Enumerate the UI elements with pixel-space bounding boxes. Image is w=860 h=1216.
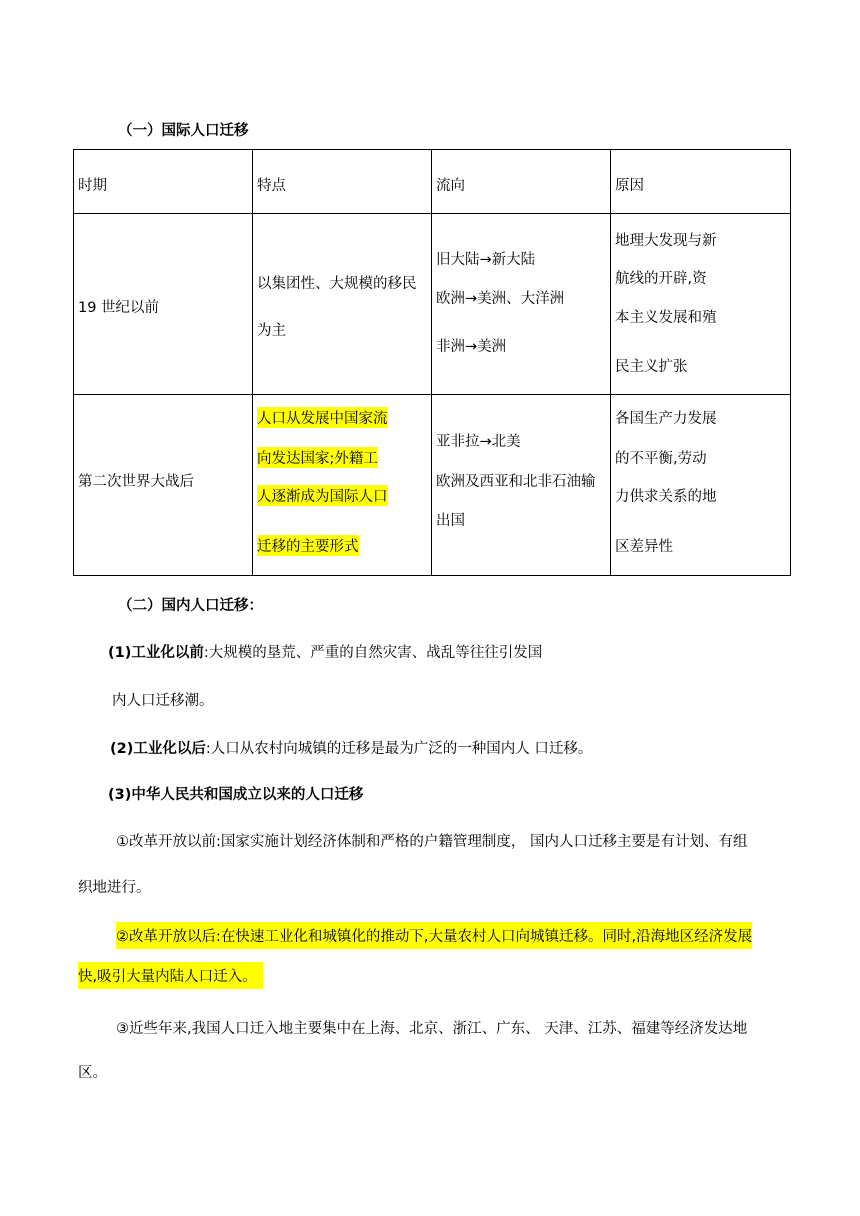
cell-reason	[611, 395, 791, 576]
cell-feature	[253, 214, 432, 395]
item-2-line: ②改革开放以后:在快速工业化和城镇化的推动下,大量农村人口向城镇迁移。同时,沿海地区经济发展	[116, 922, 752, 949]
item-3-line: ③近些年来,我国人口迁入地主要集中在上海、北京、浙江、广东、 天津、江苏、福建等经济发达地	[116, 1021, 748, 1037]
header-reason: 原因	[615, 178, 644, 194]
cell-feature	[253, 395, 432, 576]
paragraph-text: :大规模的垦荒、严重的自然灾害、战乱等往往引发国	[203, 645, 543, 661]
header-period: 时期	[78, 178, 107, 194]
feature-line: 人口从发展中国家流	[257, 407, 388, 428]
item-2-line: 快,吸引大量内陆人口迁入。	[78, 962, 263, 989]
feature-line: 以集团性、大规模的移民	[257, 276, 417, 292]
flow-line: 亚非拉→北美	[436, 434, 521, 450]
header-cell	[74, 150, 253, 214]
cell-period	[74, 395, 253, 576]
header-cell	[611, 150, 791, 214]
table-row	[74, 395, 791, 576]
reason-line: 地理大发现与新	[615, 233, 717, 249]
period-text: 19 世纪以前	[78, 300, 160, 316]
paragraph-label: (2)工业化以后	[110, 741, 206, 757]
header-flow: 流向	[436, 178, 465, 194]
subsection-title: (3)中华人民共和国成立以来的人口迁移	[108, 787, 364, 803]
cell-period	[74, 214, 253, 395]
cell-flow	[432, 214, 611, 395]
flow-line: 旧大陆→新大陆	[436, 252, 536, 268]
flow-line: 欧洲→美洲、大洋洲	[436, 291, 565, 307]
paragraph-text: :人口从农村向城镇的迁移是最为广泛的一种国内人 口迁移。	[205, 741, 593, 757]
item-1-line: 织地进行。	[78, 880, 151, 896]
item-1-line: ①改革开放以前:国家实施计划经济体制和严格的户籍管理制度， 国内人口迁移主要是有计划、有组	[116, 834, 748, 850]
header-cell	[253, 150, 432, 214]
reason-line: 区差异性	[615, 539, 673, 555]
flow-line: 非洲→美洲	[436, 339, 507, 355]
feature-line: 为主	[257, 323, 286, 339]
table-header-row	[74, 150, 791, 214]
feature-line: 人逐渐成为国际人口	[257, 485, 388, 506]
reason-line: 民主义扩张	[615, 359, 688, 375]
item-3-line: 区。	[78, 1065, 107, 1081]
section1-title: （一）国际人口迁移	[118, 123, 249, 139]
table-row	[74, 214, 791, 395]
paragraph-post-industrial	[110, 737, 592, 758]
header-cell	[432, 150, 611, 214]
period-text: 第二次世界大战后	[78, 474, 194, 490]
reason-line: 本主义发展和殖	[615, 310, 717, 326]
flow-line: 欧洲及西亚和北非石油输	[436, 474, 596, 490]
reason-line: 力供求关系的地	[615, 489, 717, 505]
reason-line: 的不平衡,劳动	[615, 451, 707, 467]
paragraph-pre-industrial	[108, 641, 542, 662]
reason-line: 各国生产力发展	[615, 411, 717, 427]
section2-title: （二）国内人口迁移：	[118, 598, 263, 614]
paragraph-label: (1)工业化以前	[108, 645, 204, 661]
cell-flow	[432, 395, 611, 576]
paragraph-continuation: 内人口迁移潮。	[112, 693, 214, 709]
flow-line: 出国	[436, 513, 465, 529]
migration-table	[73, 149, 791, 576]
feature-line: 迁移的主要形式	[257, 535, 359, 556]
header-feature: 特点	[257, 178, 286, 194]
reason-line: 航线的开辟,资	[615, 271, 707, 287]
cell-reason	[611, 214, 791, 395]
feature-line: 向发达国家;外籍工	[257, 447, 378, 468]
